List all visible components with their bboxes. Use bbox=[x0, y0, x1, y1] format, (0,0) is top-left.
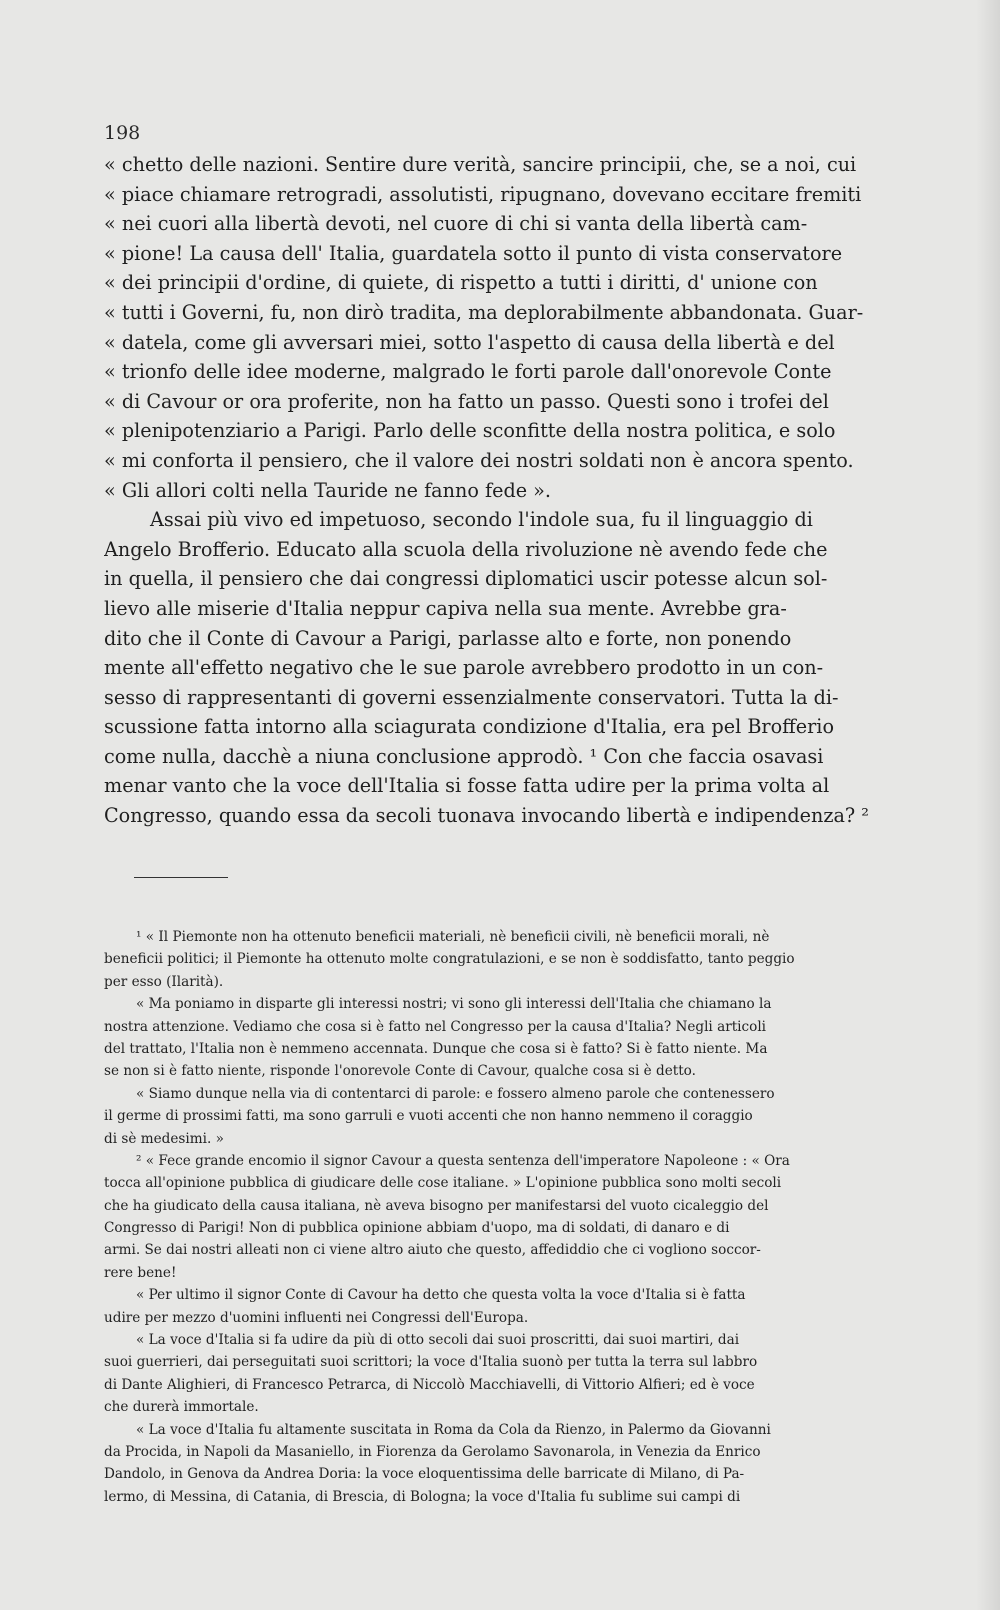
footnote-line: se non si è fatto niente, risponde l'onorevole Conte di Cavour, qualche cosa si è detto. bbox=[104, 1063, 696, 1080]
footnote-line: « Per ultimo il signor Conte di Cavour ha detto che questa volta la voce d'Italia si è fatta bbox=[136, 1287, 746, 1304]
footnote-line: armi. Se dai nostri alleati non ci viene altro aiuto che questo, affediddio che ci vogliono soccor- bbox=[104, 1242, 761, 1259]
text-line: « dei principii d'ordine, di quiete, di rispetto a tutti i diritti, d' unione con bbox=[104, 271, 818, 295]
footnote-line: suoi guerrieri, dai perseguitati suoi scrittori; la voce d'Italia suonò per tutta la terra sul labbro bbox=[104, 1354, 758, 1371]
text-line: « nei cuori alla libertà devoti, nel cuore di chi si vanta della libertà cam- bbox=[104, 212, 808, 236]
text-line: scussione fatta intorno alla sciagurata condizione d'Italia, era pel Brofferio bbox=[104, 715, 834, 739]
footnote-line: « Ma poniamo in disparte gli interessi nostri; vi sono gli interessi dell'Italia che chiamano la bbox=[136, 996, 772, 1013]
footnote-line: « La voce d'Italia si fa udire da più di otto secoli dai suoi proscritti, dai suoi martiri, dai bbox=[136, 1332, 740, 1349]
text-line: dito che il Conte di Cavour a Parigi, parlasse alto e forte, non ponendo bbox=[104, 626, 792, 650]
footnote-line: « La voce d'Italia fu altamente suscitata in Roma da Cola da Rienzo, in Palermo da Giovanni bbox=[136, 1421, 771, 1438]
text-line: « chetto delle nazioni. Sentire dure verità, sancire principii, che, se a noi, cui bbox=[104, 153, 857, 176]
text-line: come nulla, dacchè a niuna conclusione approdò. ¹ Con che faccia osavasi bbox=[104, 744, 824, 768]
footnote-line: ¹ « Il Piemonte non ha ottenuto beneficii materiali, nè beneficii civili, nè beneficii morali, nè bbox=[136, 929, 770, 945]
text-line: mente all'effetto negativo che le sue parole avrebbero prodotto in un con- bbox=[104, 656, 824, 680]
footnote-line: che durerà immortale. bbox=[104, 1399, 259, 1416]
footnote-line: di Dante Alighieri, di Francesco Petrarca, di Niccolò Macchiavelli, di Vittorio Alfieri; ed è voce bbox=[104, 1376, 755, 1393]
text-line: menar vanto che la voce dell'Italia si fosse fatta udire per la prima volta al bbox=[104, 774, 830, 798]
text-line: « Gli allori colti nella Tauride ne fanno fede ». bbox=[104, 478, 552, 502]
text-line: « piace chiamare retrogradi, assolutisti, ripugnano, dovevano eccitare fremiti bbox=[104, 182, 862, 206]
text-line: « plenipotenziario a Parigi. Parlo delle sconfitte della nostra politica, e solo bbox=[104, 419, 836, 443]
footnote-divider bbox=[134, 877, 228, 878]
text-line: « trionfo delle idee moderne, malgrado le forti parole dall'onorevole Conte bbox=[104, 360, 832, 384]
footnote-line: da Procida, in Napoli da Masaniello, in Fiorenza da Gerolamo Savonarola, in Venezia da Enrico bbox=[104, 1443, 761, 1460]
footnote-line: Congresso di Parigi! Non di pubblica opinione abbiam d'uopo, ma di soldati, di danaro e di bbox=[104, 1220, 730, 1237]
text-line: sesso di rappresentanti di governi essenzialmente conservatori. Tutta la di- bbox=[104, 685, 839, 709]
footnote-line: del trattato, l'Italia non è nemmeno accennata. Dunque che cosa si è fatto? Si è fatto niente. Ma bbox=[104, 1040, 768, 1057]
footnote-line: nostra attenzione. Vediamo che cosa si è fatto nel Congresso per la causa d'Italia? Negli articoli bbox=[104, 1018, 767, 1035]
text-line: « tutti i Governi, fu, non dirò tradita, ma deplorabilmente abbandonata. Guar- bbox=[104, 300, 864, 324]
text-line: « pione! La causa dell' Italia, guardatela sotto il punto di vista conservatore bbox=[104, 241, 843, 265]
text-line: « mi conforta il pensiero, che il valore dei nostri soldati non è ancora spento. bbox=[104, 448, 854, 472]
footnote-line: Dandolo, in Genova da Andrea Doria: la voce eloquentissima delle barricate di Milano, di Pa- bbox=[104, 1466, 745, 1483]
footnote-line: di sè medesimi. » bbox=[104, 1130, 224, 1147]
text-line: Congresso, quando essa da secoli tuonava invocando libertà e indipendenza? ² bbox=[104, 804, 869, 828]
footnotes bbox=[104, 926, 916, 1508]
footnote-line: il germe di prossimi fatti, ma sono garruli e vuoti accenti che non hanno nemmeno il coraggio bbox=[104, 1108, 753, 1125]
text-line: in quella, il pensiero che dai congressi diplomatici uscir potesse alcun sol- bbox=[104, 567, 828, 591]
footnote-line: tocca all'opinione pubblica di giudicare delle cose italiane. » L'opinione pubblica sono molti secoli bbox=[104, 1175, 782, 1192]
footnote-line: lermo, di Messina, di Catania, di Brescia, di Bologna; la voce d'Italia fu sublime sui campi di bbox=[104, 1488, 741, 1505]
footnote-line: ² « Fece grande encomio il signor Cavour a questa sentenza dell'imperatore Napoleone : « Ora bbox=[136, 1152, 790, 1169]
footnote-line: « Siamo dunque nella via di contentarci di parole: e fossero almeno parole che contenessero bbox=[136, 1085, 775, 1102]
footnote-line: che ha giudicato della causa italiana, nè aveva bisogno per manifestarsi del vuoto cicaleggio del bbox=[104, 1197, 769, 1214]
page-number: 198 bbox=[104, 122, 141, 144]
footnote-line: udire per mezzo d'uomini influenti nei Congressi dell'Europa. bbox=[104, 1309, 529, 1326]
footnote-line: beneficii politici; il Piemonte ha ottenuto molte congratulazioni, e se non è soddisfatto, tanto peggio bbox=[104, 951, 795, 968]
text-line: « di Cavour or ora proferite, non ha fatto un passo. Questi sono i trofei del bbox=[104, 389, 829, 413]
text-line: Angelo Brofferio. Educato alla scuola della rivoluzione nè avendo fede che bbox=[104, 537, 828, 561]
text-line: lievo alle miserie d'Italia neppur capiva nella sua mente. Avrebbe gra- bbox=[104, 596, 787, 620]
paragraph-start-line: Assai più vivo ed impetuoso, secondo l'indole sua, fu il linguaggio di bbox=[150, 508, 813, 532]
footnote-line: per esso (Ilarità). bbox=[104, 973, 224, 990]
main-text bbox=[104, 150, 916, 831]
text-line: « datela, come gli avversari miei, sotto l'aspetto di causa della libertà e del bbox=[104, 330, 835, 354]
footnote-line: rere bene! bbox=[104, 1264, 177, 1281]
